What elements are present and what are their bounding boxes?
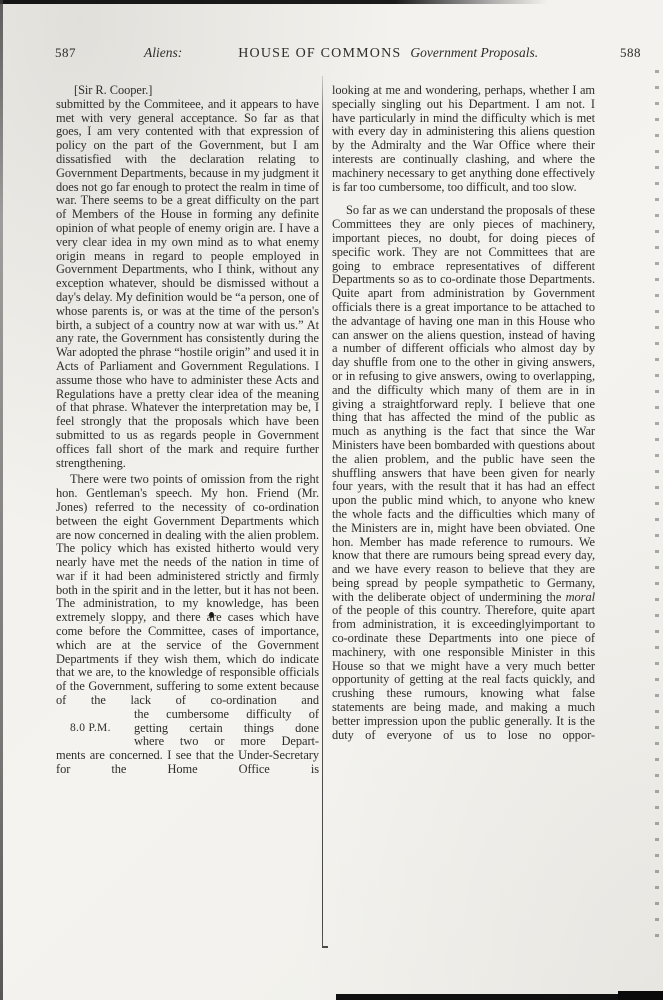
inset-line: getting certain things done (134, 720, 319, 735)
running-title-left: Aliens: (144, 45, 183, 60)
scan-edge-bottom (336, 994, 663, 1000)
column-divider (322, 76, 323, 948)
inset-line: the cumbersome difficulty of (134, 706, 319, 721)
scan-edge-bottom-step (618, 991, 663, 1000)
page-header (55, 45, 641, 62)
right-text-column (332, 84, 595, 742)
time-marker-block (56, 708, 319, 749)
right-paragraph-2-text: So far as we can understand the proposals of these Committees they are only pieces of machinery, important pieces, no doubt, for doing pieces of specific work. They are not Committees that are going to embrace representatives of different Departments so as to co-ordinate those Departments. Quite apart from administration by Government officials there is a great importance to be attached to the advantage of having one man in this House who can answer on the aliens question, instead of having a number of different officials who almost day by day shuffle from one to the other in giving answers, or in refusing to give answers, owing to overlapping, and the difficulty which many of them are in in giving a straightforward reply. I believe that one thing that has affected the mind of the public as much as anything is the fact that since the War Ministers have been bombarded with questions about the alien problem, and the public have seen the shuffling answers that have been given for nearly four years, with the result that it has had an effect upon the public mind which, to anyone who knew the whole facts and the difficulties which many of the Ministers are in, might have been obviated. One hon. Member has made reference to rumours. We know that there are rumours being spread every day, and we have every reason to believe that they are being spread by people sympathetic to Germany, with the deliberate object of undermining the (332, 203, 595, 604)
scan-edge-top (0, 0, 548, 4)
scan-edge-left (0, 0, 3, 1000)
column-number-right: 588 (620, 45, 641, 60)
column-number-left: 587 (55, 45, 76, 60)
right-paragraph-2-continuation: of the people of this country. Therefore, quite apart from administration, it is exceedinglyimportant to co-ordinate these Departments into one piece of machinery, with one responsible Minister in this House so that we might have a very much better opportunity of getting at the real facts quickly, and crushing these rumours, knowing what false statements are being made, and making a much better impression upon the public generally. It is the duty of everyone of us to lose no oppor- (332, 603, 595, 742)
right-paragraph-2 (332, 204, 595, 742)
speaker-reference: [Sir R. Cooper.] (74, 83, 153, 97)
left-paragraph-2-part-1: There were two points of omission from the right hon. Gentleman's speech. My hon. Friend (Mr. Jones) referred to the necessity of co-ordination between the eight Government Departments which are now concerned in dealing with the alien problem. The policy which has existed hitherto would very nearly have met the needs of the nation in time of war if it had been administered strictly and firmly both in the spirit and in the letter, but it has not been. The administration, to my knowledge, has been extremely sloppy, and there are cases which have come before the Committee, cases of importance, which are at the service of the Government Departments if they wish them, which do indicate that we are, to the knowledge of responsible officials of the Government, suffering to some extent because of the lack of co-ordination and (56, 472, 319, 708)
page-title: HOUSE OF COMMONS (238, 46, 402, 61)
running-title-right: Government Proposals. (410, 45, 539, 60)
left-paragraph-2-part-2: ments are concerned. I see that the Under-Secretary for the Home Office is (56, 748, 319, 777)
left-text-column (56, 84, 319, 777)
scan-margin-marks (655, 70, 659, 945)
left-paragraph-1: submitted by the Commiteee, and it appears to have met with very general acceptance. So far as that goes, I am very contented with that expression of policy on the part of the Government, but I am dissatisfied with the declaration relating to Government Departments, because in my judgment it does not go far enough to protect the realm in time of war. There seems to be a great difficulty on the part of Members of the House in forming any definite opinion of what people of enemy origin are. I have a very clear idea in my own mind as to what enemy origin means in regard to people employed in Government Departments, who I think, without any exception whatever, should be dismissed without a day's delay. My definition would be “a person, one of whose parents is, or was at the time of the person's birth, a subject of a country now at war with us.” At any rate, the Government has consistently during the War adopted the phrase “hostile origin” and used it in Acts of Parliament and Government Regulations. I assume those who have to administer these Acts and Regulations have a pretty clear idea of the meaning of that phrase. Whatever the interpretation may be, I feel strongly that the proposals which have been submitted to us as regards people in Government offices fall short of the mark and require further strengthening. (56, 96, 319, 470)
right-paragraph-1: looking at me and wondering, perhaps, whether I am specially singling out his Department. I am not. I have particularly in mind the difficulty which is met with every day in administering this aliens question by the Admiralty and the War Office where their interests are continually clashing, and where the machinery necessary to get anything done effectively is far too cumbersome, too difficult, and too slow. (332, 83, 595, 194)
time-marker: 8.0 P.M. (70, 721, 111, 734)
italicized-word: moral (565, 589, 595, 604)
inset-line: where two or more Depart- (134, 734, 319, 749)
